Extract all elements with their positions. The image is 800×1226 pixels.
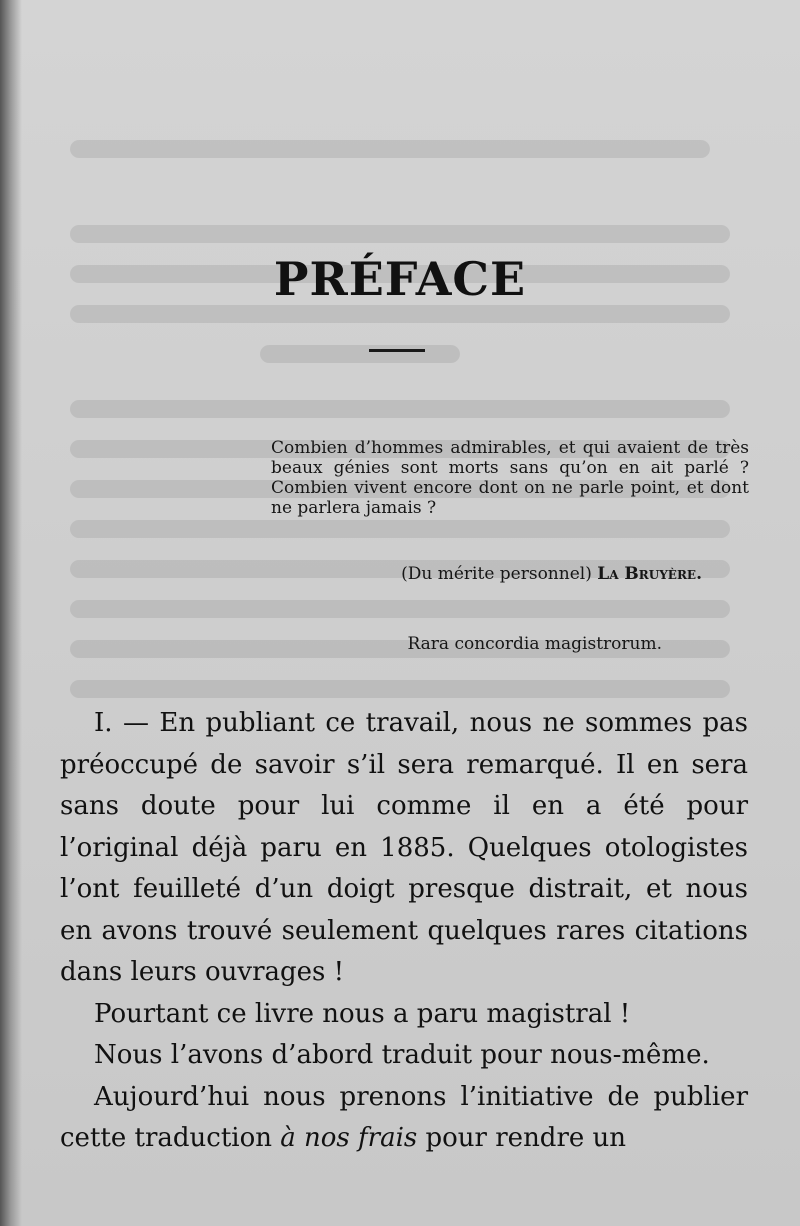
paragraph-4-emphasis: à nos frais bbox=[280, 1123, 418, 1153]
paragraph-4-start: Aujourd’hui nous prenons l’initiative de publier cette traduction bbox=[60, 1081, 748, 1153]
paragraph-4 bbox=[60, 1077, 748, 1160]
paragraph-1: I. — En publiant ce travail, nous ne sommes pas préoccupé de savoir s’il sera remarqué. Il en sera sans doute pour lui comme il en a été pour l’original déjà paru en 1885. Quelques otologistes l’ont feuilleté d’un doigt presque distrait, et nous en avons trouvé seulement quelques rares citations dans leurs ouvrages ! bbox=[60, 708, 748, 987]
page-gutter-shadow bbox=[0, 0, 22, 1226]
body-text bbox=[60, 703, 748, 1160]
paragraph-2: Pourtant ce livre nous a paru magistral ! bbox=[94, 998, 631, 1029]
paragraph-3: Nous l’avons d’abord traduit pour nous-même. bbox=[94, 1040, 710, 1070]
epigraph-attribution bbox=[401, 564, 702, 584]
epigraph-author: La Bruyère. bbox=[597, 564, 702, 584]
epigraph-source-work: (Du mérite personnel) bbox=[401, 564, 592, 584]
paragraph-4-end: pour rendre un bbox=[417, 1123, 627, 1153]
page-title: PRÉFACE bbox=[273, 252, 527, 306]
title-divider bbox=[369, 349, 425, 352]
latin-motto: Rara concordia magistrorum. bbox=[407, 634, 662, 654]
epigraph-quote: Combien d’hommes admirables, et qui avaient de très beaux génies sont morts sans qu’on en ait parlé ? Combien vivent encore dont on ne parle point, et dont ne parlera jamais ? bbox=[271, 438, 749, 518]
